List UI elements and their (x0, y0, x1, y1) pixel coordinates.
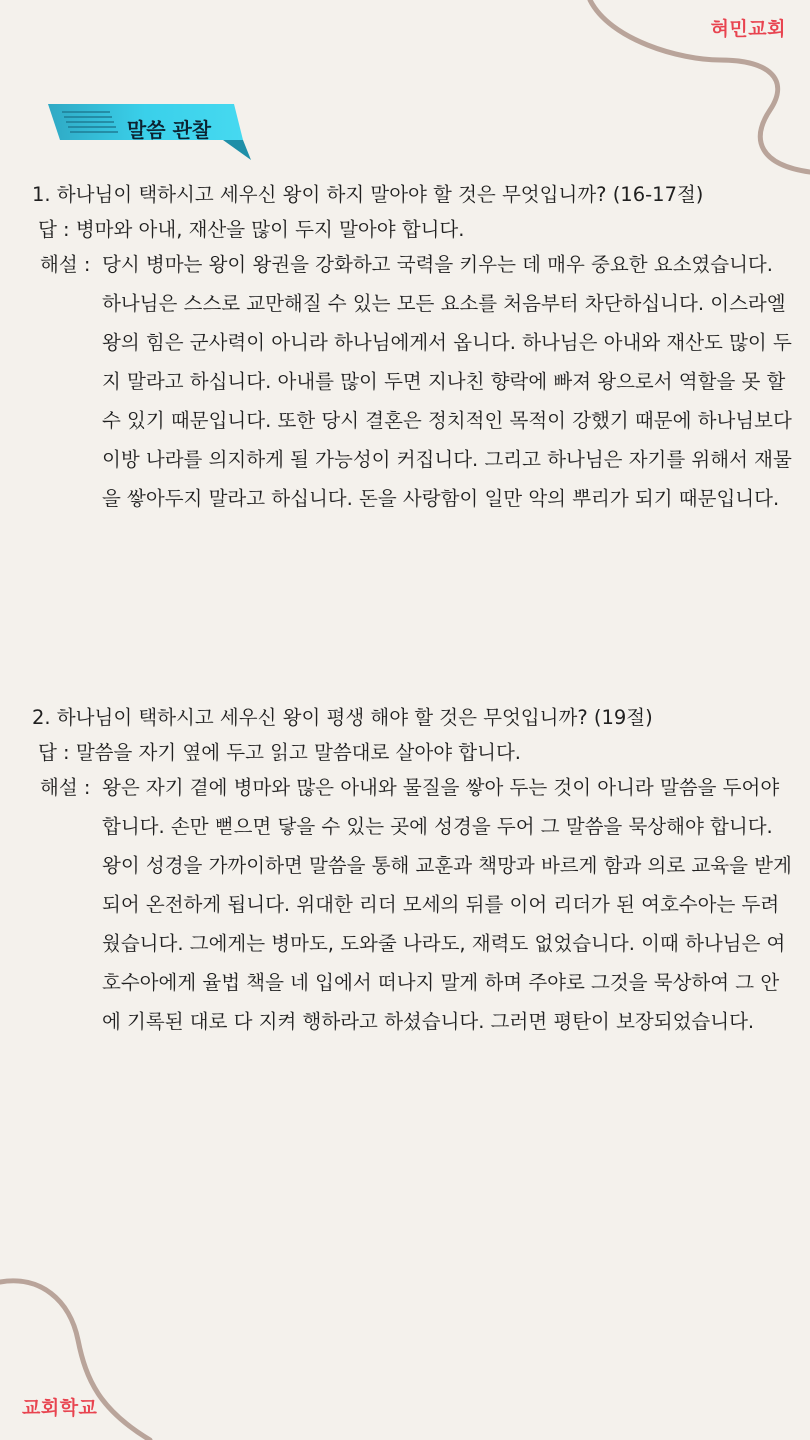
explanation-2: 왕은 자기 곁에 병마와 많은 아내와 물질을 쌓아 두는 것이 아니라 말씀을 두어야 합니다. 손만 뻗으면 닿을 수 있는 곳에 성경을 두어 그 말씀을 묵상해야 합니다. 왕이 성경을 가까이하면 말씀을 통해 교훈과 책망과 바르게 함과 의로 교육을 받게 되어 온전하게 됩니다. 위대한 리더 모세의 뒤를 이어 리더가 된 여호수아는 두려웠습니다. 그에게는 병마도, 도와줄 나라도, 재력도 없었습니다. 이때 하나님은 여호수아에게 율법 책을 네 입에서 떠나지 말게 하며 주야로 그것을 묵상하여 그 안에 기록된 대로 다 지켜 행하라고 하셨습니다. 그러면 평탄이 보장되었습니다. (102, 776, 792, 1033)
answer-row-1 (32, 212, 794, 247)
church-name: 혀민교회 (710, 18, 786, 40)
answer-1: 병마와 아내, 재산을 많이 두지 말아야 합니다. (75, 218, 465, 241)
question-block-1 (32, 177, 794, 518)
banner-title: 말씀 관찰 (126, 118, 212, 142)
question-block-2 (32, 700, 794, 1041)
answer-row-2 (32, 735, 794, 770)
question-1: 1. 하나님이 택하시고 세우신 왕이 하지 말아야 할 것은 무엇입니까? (16-17절) (32, 183, 704, 206)
explanation-label: 해설 : (40, 776, 97, 799)
explanation-1: 당시 병마는 왕이 왕권을 강화하고 국력을 키우는 데 매우 중요한 요소였습니다. 하나님은 스스로 교만해질 수 있는 모든 요소를 처음부터 차단하십니다. 이스라엘 왕의 힘은 군사력이 아니라 하나님에게서 옵니다. 하나님은 아내와 재산도 많이 두지 말라고 하십니다. 아내를 많이 두면 지나친 향락에 빠져 왕으로서 역할을 못 할 수 있기 때문입니다. 또한 당시 결혼은 정치적인 목적이 강했기 때문에 하나님보다 이방 나라를 의지하게 될 가능성이 커집니다. 그리고 하나님은 자기를 위해서 재물을 쌓아두지 말라고 하십니다. 돈을 사랑함이 일만 악의 뿌리가 되기 때문입니다. (102, 253, 792, 510)
explanation-label: 해설 : (40, 253, 97, 276)
answer-label: 답 : (38, 218, 76, 241)
explanation-row-2 (32, 770, 794, 1041)
explanation-row-1 (32, 247, 794, 518)
answer-label: 답 : (38, 741, 76, 764)
school-name: 교회학교 (22, 1397, 98, 1419)
question-2: 2. 하나님이 택하시고 세우신 왕이 평생 해야 할 것은 무엇입니까? (19절) (32, 706, 653, 729)
answer-2: 말씀을 자기 옆에 두고 읽고 말씀대로 살아야 합니다. (75, 741, 521, 764)
section-banner (48, 100, 253, 162)
